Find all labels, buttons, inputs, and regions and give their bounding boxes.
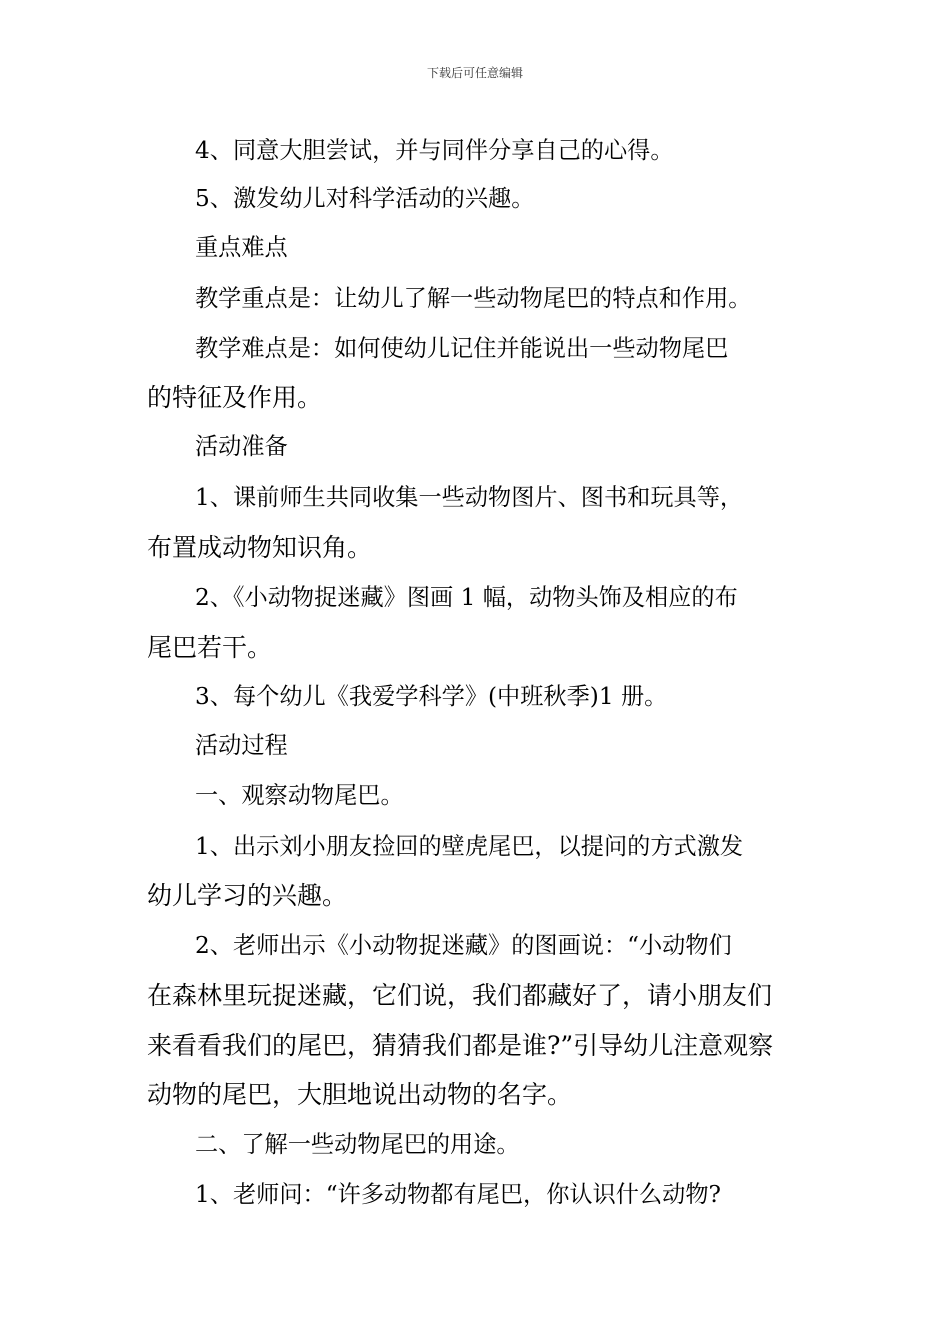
text-line: 5、激发幼儿对科学活动的兴趣。 [195,185,535,212]
section-heading: 重点难点 [195,234,288,261]
text-line: 教学重点是：让幼儿了解一些动物尾巴的特点和作用。 [195,285,752,312]
text-line: 布置成动物知识角。 [147,533,373,562]
text-line: 3、每个幼儿《我爱学科学》(中班秋季)1 册。 [195,683,668,710]
text-line: 尾巴若干。 [147,633,273,662]
text-line: 在森林里玩捉迷藏，它们说，我们都藏好了，请小朋友们 [147,981,773,1010]
text-line: 教学难点是：如何使幼儿记住并能说出一些动物尾巴 [195,335,729,362]
text-line: 1、课前师生共同收集一些动物图片、图书和玩具等， [195,484,744,511]
text-line: 4、同意大胆尝试，并与同伴分享自己的心得。 [195,137,674,164]
section-heading: 活动准备 [195,433,288,460]
page-header: 下载后可任意编辑 [426,66,523,80]
text-line: 幼儿学习的兴趣。 [147,881,348,910]
text-line: 来看看我们的尾巴，猜猜我们都是谁?”引导幼儿注意观察 [147,1031,774,1060]
text-line: 2、老师出示《小动物捉迷藏》的图画说：“小动物们 [195,932,732,959]
text-line: 1、出示刘小朋友捡回的壁虎尾巴，以提问的方式激发 [195,833,744,860]
text-line: 动物的尾巴，大胆地说出动物的名字。 [147,1080,573,1109]
text-line: 的特征及作用。 [147,383,323,412]
text-line: 2、《小动物捉迷藏》图画 1 幅，动物头饰及相应的布 [195,584,738,611]
text-line: 1、老师问：“许多动物都有尾巴，你认识什么动物? [195,1181,721,1208]
section-heading: 活动过程 [195,732,288,759]
text-line: 二、了解一些动物尾巴的用途。 [195,1131,520,1158]
text-line: 一、观察动物尾巴。 [195,782,404,809]
